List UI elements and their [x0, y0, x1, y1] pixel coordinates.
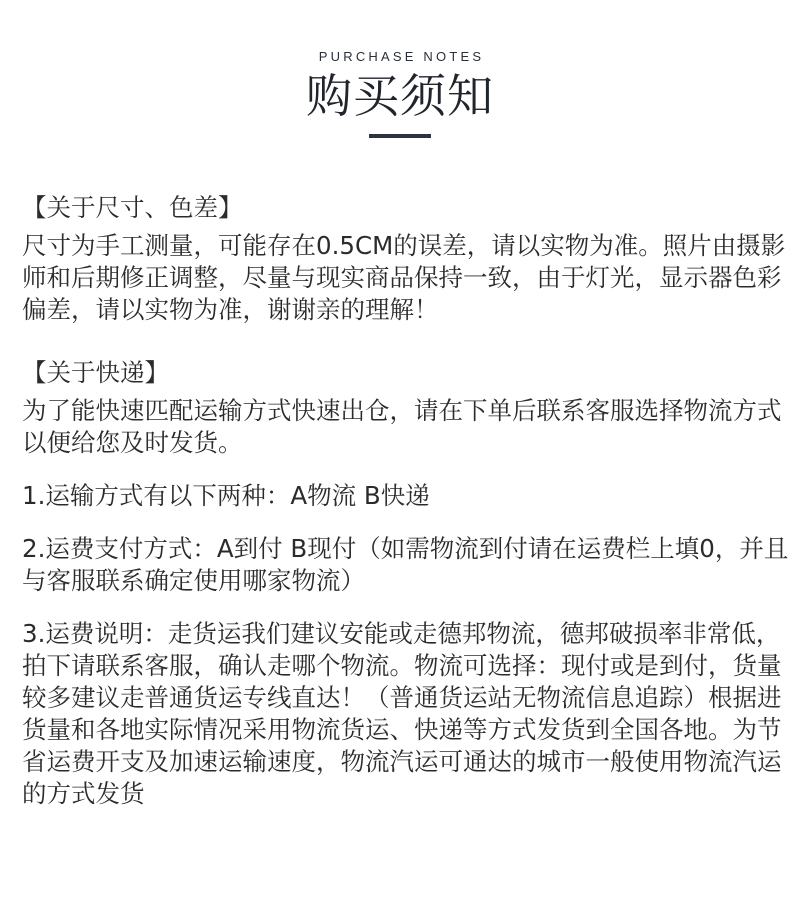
- title-underline: [369, 134, 431, 138]
- notes-content: [22, 192, 792, 810]
- size-section-body: 尺寸为手工测量，可能存在0.5CM的误差，请以实物为准。照片由摄影师和后期修正调整，尽量与现实商品保持一致，由于灯光，显示器色彩偏差，请以实物为准，谢谢亲的理解！: [22, 231, 786, 324]
- express-section-heading: 【关于快递】: [22, 358, 169, 387]
- paragraph-spacer: [22, 459, 792, 480]
- section-spacer: [22, 326, 792, 357]
- page-title: 购买须知: [306, 69, 494, 123]
- page-header: [0, 48, 800, 138]
- page-subtitle: PURCHASE NOTES: [318, 49, 485, 64]
- express-item-3: 3.运费说明：走货运我们建议安能或走德邦物流，德邦破损率非常低，拍下请联系客服，确认走哪个物流。物流可选择：现付或是到付，货量较多建议走普通货运专线直达！（普通货运站无物流信息追踪）根据进货量和各地实际情况采用物流货运、快递等方式发货到全国各地。为节省运费开支及加速运输速度，物流汽运可通达的城市一般使用物流汽运的方式发货: [22, 619, 782, 808]
- express-item-2: 2.运费支付方式：A到付 B现付（如需物流到付请在运费栏上填0，并且与客服联系确定使用哪家物流）: [22, 534, 789, 595]
- express-section-body: 为了能快速匹配运输方式快速出仓，请在下单后联系客服选择物流方式以便给您及时发货。: [22, 396, 782, 457]
- paragraph-spacer: [22, 512, 792, 533]
- paragraph-spacer: [22, 597, 792, 618]
- express-item-1: 1.运输方式有以下两种：A物流 B快递: [22, 481, 430, 510]
- size-section-heading: 【关于尺寸、色差】: [22, 193, 243, 222]
